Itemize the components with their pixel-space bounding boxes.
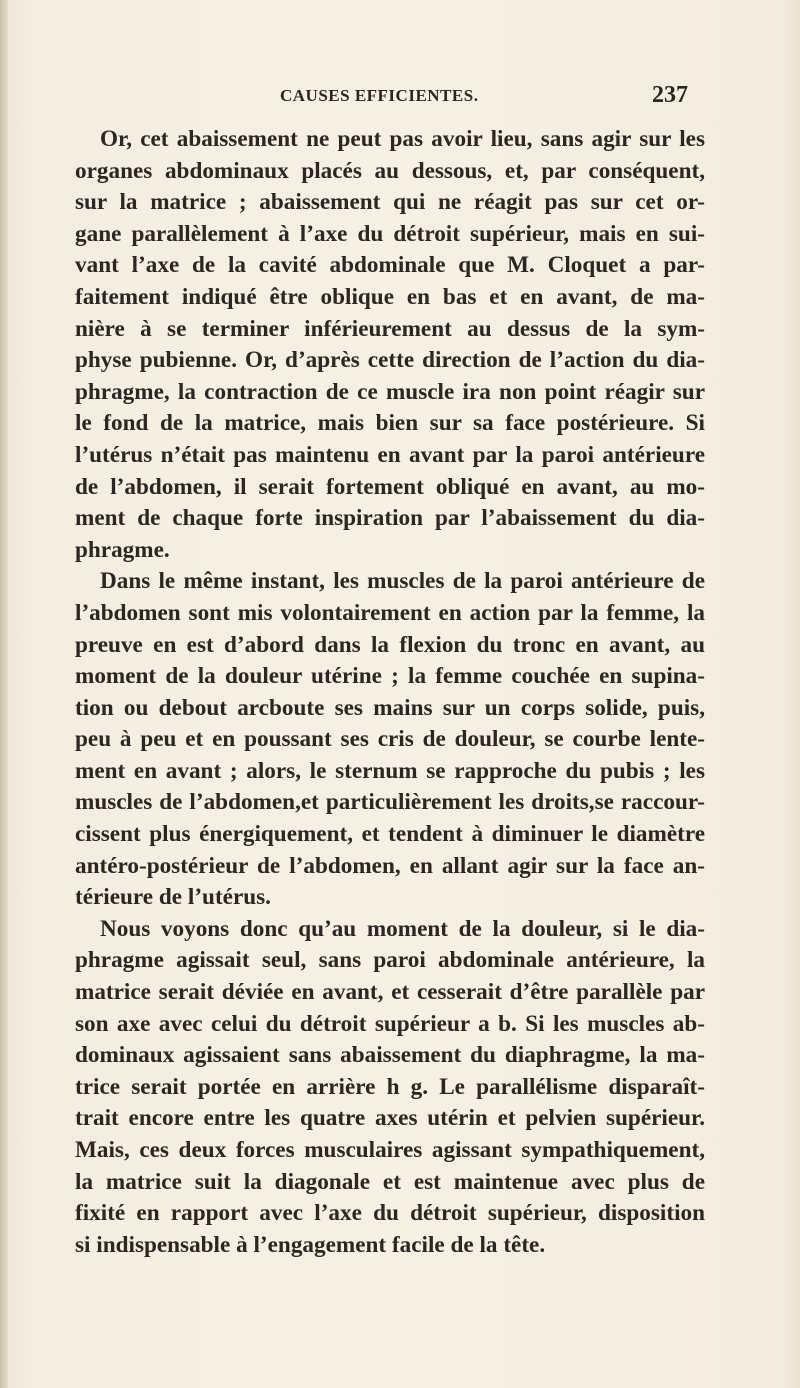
paragraph <box>75 914 705 1262</box>
text-line: gane parallèlement à l’axe du détroit supérieur, mais en sui- <box>75 220 705 247</box>
text-line: le fond de la matrice, mais bien sur sa face postérieure. Si <box>75 410 705 437</box>
text-line: antéro-postérieur de l’abdomen, en allant agir sur la face an- <box>75 852 705 879</box>
text-line: fixité en rapport avec l’axe du détroit supérieur, disposition <box>75 1200 705 1227</box>
text-line: matrice serait déviée en avant, et cesserait d’être parallèle par <box>75 979 705 1006</box>
running-head: CAUSES EFFICIENTES. <box>280 86 479 105</box>
text-line: dominaux agissaient sans abaissement du diaphragme, la ma- <box>75 1042 705 1069</box>
page-edge <box>0 0 8 1388</box>
text-line: peu à peu et en poussant ses cris de douleur, se courbe lente- <box>75 726 705 753</box>
text-line: ment en avant ; alors, le sternum se rapproche du pubis ; les <box>75 757 705 784</box>
page-number: 237 <box>652 82 688 108</box>
text-line: phragme. <box>75 536 170 563</box>
text-line: Mais, ces deux forces musculaires agissant sympathiquement, <box>75 1137 705 1163</box>
text-line: sur la matrice ; abaissement qui ne réagit pas sur cet or- <box>75 189 705 216</box>
text-line: ment de chaque forte inspiration par l’abaissement du dia- <box>75 505 705 532</box>
text-line: trice serait portée en arrière h g. Le parallélisme disparaît- <box>75 1073 705 1100</box>
text-line: preuve en est d’abord dans la flexion du tronc en avant, au <box>75 631 705 658</box>
text-line: faitement indiqué être oblique en bas et en avant, de ma- <box>75 283 705 310</box>
text-line: organes abdominaux placés au dessous, et, par conséquent, <box>75 157 705 184</box>
text-line: la matrice suit la diagonale et est maintenue avec plus de <box>75 1168 705 1195</box>
text-line: cissent plus énergiquement, et tendent à diminuer le diamètre <box>75 821 705 848</box>
text-line: l’utérus n’était pas maintenu en avant par la paroi antérieure <box>75 441 705 468</box>
paragraph <box>75 124 705 566</box>
text-line: Or, cet abaissement ne peut pas avoir lieu, sans agir sur les <box>100 126 705 152</box>
text-line: Dans le même instant, les muscles de la paroi antérieure de <box>100 568 705 595</box>
text-line: moment de la douleur utérine ; la femme couchée en supina- <box>75 663 705 690</box>
text-line: de l’abdomen, il serait fortement obliqué en avant, au mo- <box>75 473 705 500</box>
paragraph <box>75 566 705 914</box>
text-line: phragme agissait seul, sans paroi abdominale antérieure, la <box>75 947 705 974</box>
text-line: trait encore entre les quatre axes utérin et pelvien supérieur. <box>75 1105 705 1132</box>
text-line: Nous voyons donc qu’au moment de la douleur, si le dia- <box>100 915 705 942</box>
text-line: si indispensable à l’engagement facile de la tête. <box>75 1231 546 1258</box>
text-line: térieure de l’utérus. <box>75 884 271 911</box>
text-line: l’abdomen sont mis volontairement en action par la femme, la <box>75 599 705 626</box>
text-line: son axe avec celui du détroit supérieur a b. Si les muscles ab- <box>75 1010 705 1037</box>
text-line: nière à se terminer inférieurement au dessus de la sym- <box>75 315 705 342</box>
text-line: physe pubienne. Or, d’après cette direction de l’action du dia- <box>75 347 705 374</box>
body-text <box>75 124 705 1261</box>
text-line: phragme, la contraction de ce muscle ira non point réagir sur <box>75 378 705 405</box>
text-line: vant l’axe de la cavité abdominale que M. Cloquet a par- <box>75 252 705 279</box>
text-line: muscles de l’abdomen,et particulièrement les droits,se raccour- <box>75 789 705 816</box>
text-line: tion ou debout arcboute ses mains sur un corps solide, puis, <box>75 694 705 721</box>
